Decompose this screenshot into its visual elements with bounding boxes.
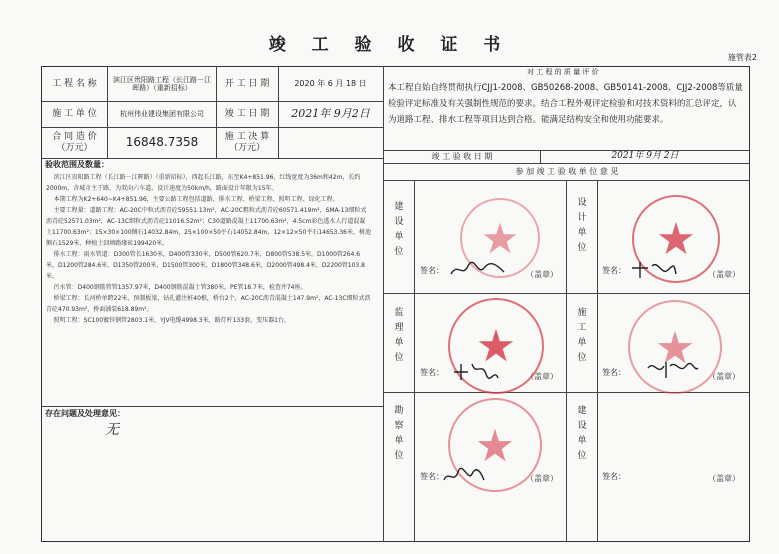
start-date-label: 开 工 日 期 (224, 78, 270, 89)
unit-label-construction: 建设单位 (394, 202, 404, 257)
settlement-value (278, 127, 383, 158)
unit-label-supervision: 监理单位 (394, 308, 404, 363)
unit-label-design: 设计单位 (577, 198, 587, 253)
finish-date-value: 2021年 9月2日 (291, 106, 370, 120)
grid-line (597, 180, 598, 542)
contractor-value: 杭州伟业建设集团有限公司 (120, 109, 204, 118)
signature-mark (644, 356, 700, 382)
signature-mark (450, 358, 500, 384)
acceptance-date-value: 2021年 9月 2日 (611, 151, 679, 162)
scope-text: 滨江区贵阳路工程（长江路－江晖路）（重新招标），西起长江路，东至K4+851.96，红线宽度为36m和42m，长约2000m，含城市主干路，为双向六车道，设计速度为50km/h，路面设计年限为15年。 本期工程为K2+640~K4+851.96，主要公路工程包括道路、排水工程、桥梁工程、照明工程、绿化工程。 主要工程量：道路工程：AC-20C中粒式沥青砼59551.13m²，AC-20C粗粒式沥青砼60571.419m²，SMA-13细粒式沥青砼52571.03m²，AC-13C细粒式沥青砼11016.52m²；C30道路混凝土11700.63m²，4.5cm彩色透水人行道混凝土11700.63m²；15×30×100侧石14032.84m，25×100×50平石14052.84m，12×12×50平石14653.36米，树池侧石1529米，种植土回填路缘砖199420米。 排水工程：雨水管道：D300管长1630米，D400管330米，D500管620.7米，D800管538.5米，D1000管264.6米，D1200管284.6米，D1350管200米，D1500管300米，D1800管348.6米，D2000管498.4米，D2200管103.8米。 污水管：D400钢筋管管1357.97米，D400钢筋混凝土管380米，PE管18.7米，检查井74座。 桥梁工程：长河桥单跨22米，预制板梁，钻孔灌注桩40根，桥台2个，AC-20C沥青混凝土147.9m²，AC-13C细粒式沥青砼470.93m²，桥面铺装618.89m²。 照明工程：SC100镀锌钢管2803.1米，YJV电缆4998.3米，路灯杆133套，变压器1台。 (46, 174, 371, 324)
seal-label: （盖章） (708, 372, 740, 381)
seal-label: （盖章） (526, 474, 558, 483)
unit-label-contractor: 施工单位 (577, 308, 587, 363)
acceptance-date-label: 竣 工 验 收 日 期 (431, 151, 493, 161)
quality-text: 本工程自始自终贯彻执行CJJ1-2008、GB50268-2008、GB50141-2008、CJJ2-2008等质量检验评定标准及有关强制性规范的要求。结合工程外观评定检验和对技术资料的汇总评定，认为道路工程、排水工程等项目达到合格。能满足结构安全和使用功能要求。 (388, 83, 743, 125)
contract-price-label: 合 同 造 价 （万元） (52, 132, 97, 153)
settlement-label: 施 工 决 算 （万元） (224, 132, 270, 153)
sign-label: 签名： (420, 472, 444, 481)
grid-line (41, 158, 383, 159)
unit-label-survey: 勘察单位 (394, 406, 404, 461)
project-name-value: 滨江区贵阳路工程（长江路－江晖路）（重新招标） (113, 75, 211, 92)
sign-label: 签名： (420, 368, 444, 377)
sign-label: 签名： (602, 472, 626, 481)
unit-label-owner: 建设单位 (577, 406, 587, 461)
issues-label: 存在问题及处理意见： (45, 409, 125, 418)
seal-label: （盖章） (526, 372, 558, 381)
units-heading: 参 加 竣 工 验 收 单 位 意 见 (515, 166, 619, 176)
grid-line (41, 406, 383, 407)
contract-price-value: 16848.7358 (125, 134, 199, 149)
scope-heading: 验收范围及数量： (45, 160, 109, 169)
seal-label: （盖章） (708, 474, 740, 483)
sign-label: 签名： (602, 266, 626, 275)
sign-label: 签名： (602, 368, 626, 377)
center-divider (383, 66, 384, 542)
grid-line (414, 180, 415, 542)
signature-mark (628, 258, 678, 282)
project-name-label: 工 程 名 称 (52, 78, 97, 89)
start-date-value: 2020 年 6 月 18 日 (294, 79, 367, 89)
page-title: 竣 工 验 收 证 书 (268, 35, 511, 55)
seal-label: （盖章） (708, 270, 740, 279)
issues-value: 无 (105, 422, 119, 438)
quality-heading: 对 工 程 的 质 量 评 价 (527, 68, 599, 76)
signature-mark (448, 258, 508, 282)
signature-mark (440, 464, 486, 488)
finish-date-label: 竣 工 日 期 (224, 108, 270, 119)
seal-label: （盖章） (526, 270, 558, 279)
sign-label: 签名： (420, 266, 444, 275)
form-number: 施管表2 (727, 53, 757, 62)
contractor-label: 施 工 单 位 (52, 108, 97, 119)
grid-line (566, 180, 567, 542)
